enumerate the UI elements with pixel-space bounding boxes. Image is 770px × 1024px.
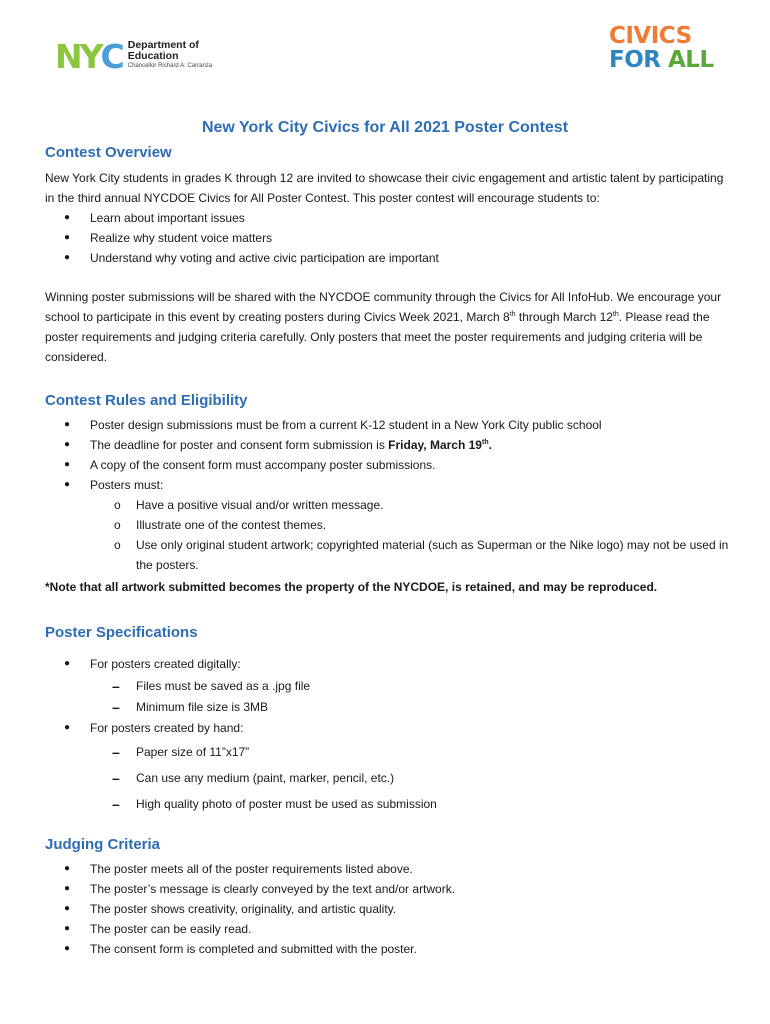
list-item: – Minimum file size is 3MB xyxy=(108,697,310,718)
list-item: – Can use any medium (paint, marker, pencil, etc.) xyxy=(108,765,437,791)
list-item: o Illustrate one of the contest themes. xyxy=(108,515,736,535)
doe-chancellor: Chancellor Richard A. Carranza xyxy=(127,62,213,69)
doe-line1: Department of xyxy=(127,38,199,51)
list-item: ● Poster design submissions must be from a current K-12 student in a New York City public school xyxy=(62,415,602,435)
list-item: ● For posters created digitally: xyxy=(62,654,241,674)
doe-text xyxy=(128,40,212,71)
doe-line2: Education xyxy=(127,49,179,62)
rules-sub-bullets xyxy=(62,495,736,575)
heading-contest-rules: Contest Rules and Eligibility xyxy=(45,392,248,409)
nyc-doe-logo xyxy=(55,37,213,76)
list-item: ● Posters must: xyxy=(62,475,602,495)
list-item: – Paper size of 11”x17” xyxy=(108,739,437,765)
list-item: ● The poster shows creativity, originality, and artistic quality. xyxy=(62,899,455,919)
heading-poster-specifications: Poster Specifications xyxy=(45,624,198,641)
civics-for-all-logo xyxy=(609,24,714,72)
rules-note: *Note that all artwork submitted becomes the property of the NYCDOE, is retained, and may be reproduced. xyxy=(45,580,658,594)
overview-paragraph-2 xyxy=(45,287,735,367)
list-item: ● For posters created by hand: xyxy=(62,718,243,738)
nyc-letter-c: C xyxy=(100,37,122,76)
list-item: ● Realize why student voice matters xyxy=(62,228,439,248)
list-item xyxy=(62,435,602,455)
specs-hand xyxy=(62,718,243,738)
deadline-period: . xyxy=(488,438,492,452)
list-item: o Use only original student artwork; copyrighted material (such as Superman or the Nike logo) may not be used in the posters. xyxy=(108,535,736,575)
list-item: ● Learn about important issues xyxy=(62,208,439,228)
list-item: ● The consent form is completed and submitted with the poster. xyxy=(62,939,455,959)
heading-judging-criteria: Judging Criteria xyxy=(45,836,161,853)
civics-word: CIVICS xyxy=(609,23,692,49)
p2-b: through March 12 xyxy=(515,310,613,324)
deadline-text: The deadline for poster and consent form submission is xyxy=(90,438,389,452)
deadline-date-text: Friday, March 19 xyxy=(388,438,482,452)
list-item: – High quality photo of poster must be used as submission xyxy=(108,791,437,817)
p2-a: Winning poster submissions will be shared with the NYCDOE community through the Civics for All InfoHub. We encourage your school to participate in this event by creating posters during Civics Week 2021, March 8 xyxy=(45,290,722,324)
specs-digital xyxy=(62,654,241,674)
deadline-sup: th xyxy=(481,439,489,446)
heading-contest-overview: Contest Overview xyxy=(45,144,172,161)
nyc-letter-y: Y xyxy=(79,37,101,76)
rules-bullets xyxy=(62,415,602,495)
document-title: New York City Civics for All 2021 Poster Contest xyxy=(201,119,569,136)
judging-bullets xyxy=(62,859,455,959)
list-item: ● Understand why voting and active civic participation are important xyxy=(62,248,439,268)
nyc-letter-n: N xyxy=(55,37,80,76)
overview-intro: New York City students in grades K through 12 are invited to showcase their civic engagement and artistic talent by participating in the third annual NYCDOE Civics for All Poster Contest. This poster contest will encourage students to: xyxy=(45,171,724,205)
list-item: – Files must be saved as a .jpg file xyxy=(108,676,310,697)
for-word: FOR xyxy=(609,47,661,73)
p2-sup1: th xyxy=(509,311,516,318)
list-item: ● The poster meets all of the poster requirements listed above. xyxy=(62,859,455,879)
deadline-date xyxy=(388,438,492,452)
p2-c: . Please read the poster requirements and judging criteria carefully. Only posters that meet the poster requirements and judging criteria will be considered. xyxy=(45,310,710,364)
overview-bullets xyxy=(62,208,439,268)
list-item: ● The poster’s message is clearly conveyed by the text and/or artwork. xyxy=(62,879,455,899)
list-item: o Have a positive visual and/or written message. xyxy=(108,495,736,515)
p2-sup2: th xyxy=(612,311,619,318)
all-word: ALL xyxy=(668,47,714,73)
nyc-letters xyxy=(55,37,122,76)
list-item: ● A copy of the consent form must accompany poster submissions. xyxy=(62,455,602,475)
for-all-line xyxy=(609,48,714,72)
specs-hand-items xyxy=(62,739,437,817)
specs-digital-items xyxy=(62,676,310,718)
list-item: ● The poster can be easily read. xyxy=(62,919,455,939)
